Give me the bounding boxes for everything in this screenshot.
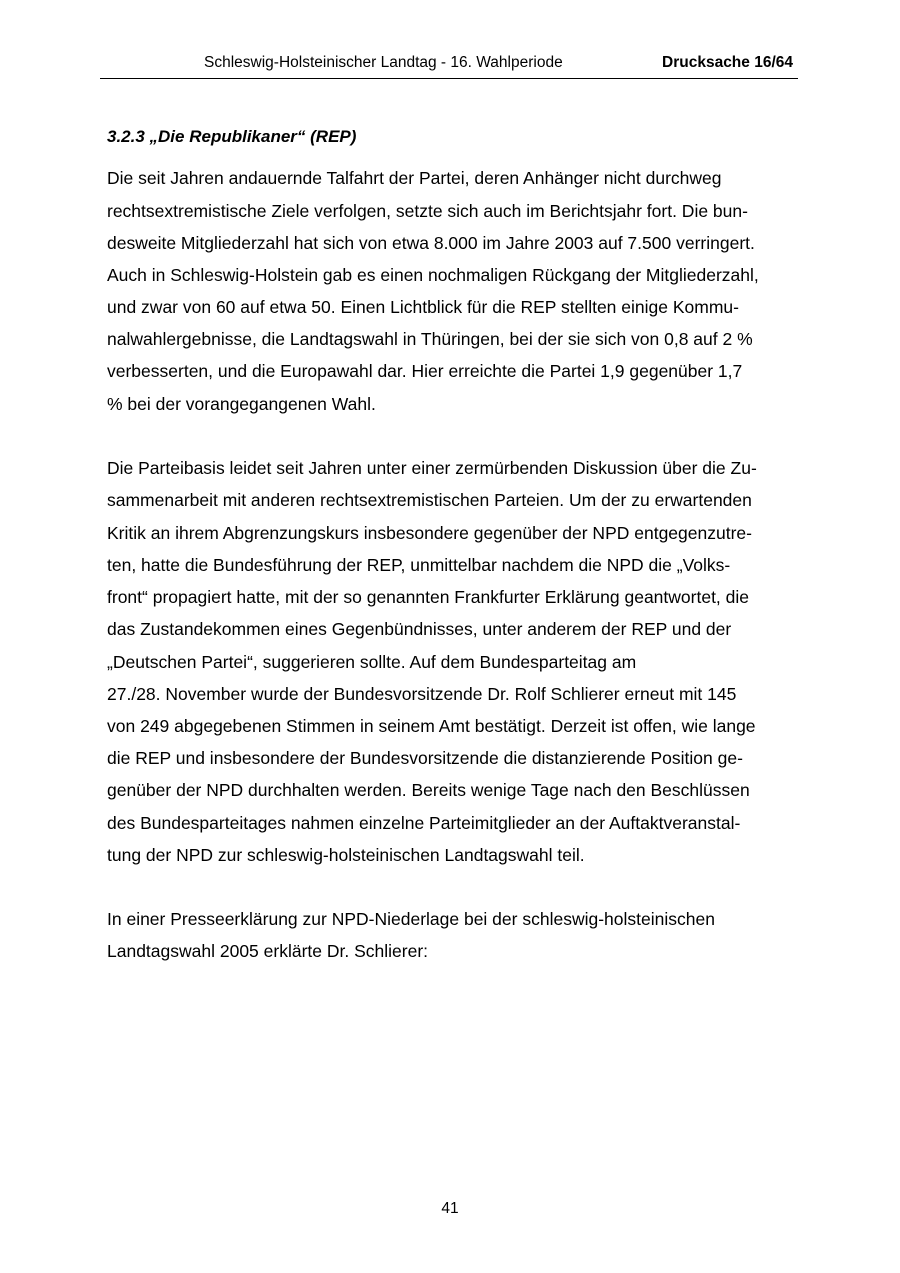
- page-number: 41: [441, 1200, 459, 1217]
- paragraph-line: Die Parteibasis leidet seit Jahren unter einer zermürbenden Diskussion über die Zu-: [107, 458, 757, 478]
- paragraph-line: sammenarbeit mit anderen rechtsextremistischen Parteien. Um der zu erwartenden: [107, 490, 752, 510]
- paragraph-line: desweite Mitgliederzahl hat sich von etwa 8.000 im Jahre 2003 auf 7.500 verringert.: [107, 233, 755, 253]
- paragraph-line: und zwar von 60 auf etwa 50. Einen Lichtblick für die REP stellten einige Kommu-: [107, 297, 739, 317]
- section-heading: 3.2.3 „Die Republikaner“ (REP): [107, 127, 357, 146]
- paragraph-line: 27./28. November wurde der Bundesvorsitzende Dr. Rolf Schlierer erneut mit 145: [107, 684, 737, 704]
- paragraph-line: ten, hatte die Bundesführung der REP, unmittelbar nachdem die NPD die „Volks-: [107, 555, 731, 575]
- paragraph-line: des Bundesparteitages nahmen einzelne Parteimitglieder an der Auftaktveranstal-: [107, 813, 741, 833]
- paragraph-line: von 249 abgegebenen Stimmen in seinem Amt bestätigt. Derzeit ist offen, wie lange: [107, 716, 756, 736]
- header-title: Schleswig-Holsteinischer Landtag - 16. Wahlperiode: [204, 54, 563, 71]
- paragraph-line: rechtsextremistische Ziele verfolgen, setzte sich auch im Berichtsjahr fort. Die bun-: [107, 201, 748, 221]
- paragraph-line: % bei der vorangegangenen Wahl.: [107, 394, 376, 414]
- paragraph-line: tung der NPD zur schleswig-holsteinischen Landtagswahl teil.: [107, 845, 585, 865]
- paragraph-line: verbesserten, und die Europawahl dar. Hier erreichte die Partei 1,9 gegenüber 1,7: [107, 361, 743, 381]
- paragraph-line: das Zustandekommen eines Gegenbündnisses, unter anderem der REP und der: [107, 619, 732, 639]
- paragraph-line: Landtagswahl 2005 erklärte Dr. Schlierer:: [107, 941, 429, 961]
- paragraph-line: Die seit Jahren andauernde Talfahrt der Partei, deren Anhänger nicht durchweg: [107, 168, 722, 188]
- paragraph-line: genüber der NPD durchhalten werden. Bereits wenige Tage nach den Beschlüssen: [107, 780, 750, 800]
- paragraph-line: die REP und insbesondere der Bundesvorsitzende die distanzierende Position ge-: [107, 748, 743, 768]
- paragraph-line: front“ propagiert hatte, mit der so genannten Frankfurter Erklärung geantwortet, die: [107, 587, 750, 607]
- paragraph-line: In einer Presseerklärung zur NPD-Niederlage bei der schleswig-holsteinischen: [107, 909, 715, 929]
- paragraph-line: Kritik an ihrem Abgrenzungskurs insbesondere gegenüber der NPD entgegenzutre-: [107, 523, 752, 543]
- page-header: [100, 52, 798, 79]
- paragraph-line: Auch in Schleswig-Holstein gab es einen nochmaligen Rückgang der Mitgliederzahl,: [107, 265, 759, 285]
- paragraph-line: nalwahlergebnisse, die Landtagswahl in Thüringen, bei der sie sich von 0,8 auf 2 %: [107, 329, 753, 349]
- paragraph-line: „Deutschen Partei“, suggerieren sollte. Auf dem Bundesparteitag am: [107, 652, 637, 672]
- document-number: Drucksache 16/64: [662, 54, 793, 71]
